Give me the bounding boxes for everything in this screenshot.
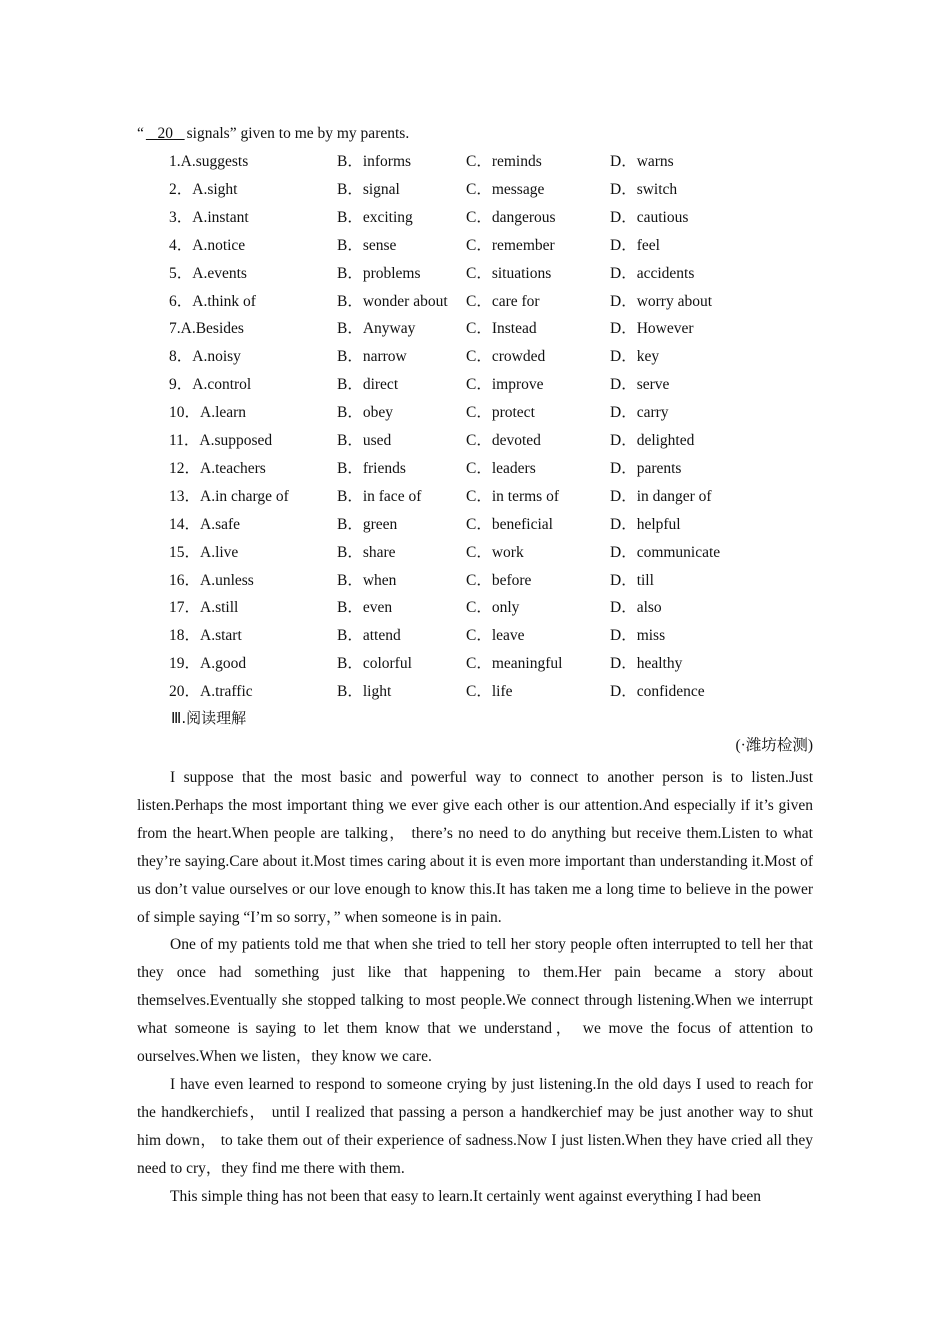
- option-c: C．leave: [466, 627, 525, 645]
- option-d: D．confidence: [610, 683, 705, 701]
- option-a: 2．A.sight: [169, 180, 238, 198]
- option-a: 8．A.noisy: [169, 348, 241, 366]
- open-quote: “: [137, 125, 144, 142]
- reading-passage: [137, 764, 813, 1211]
- option-c: C．remember: [466, 236, 555, 254]
- option-row: [0, 375, 950, 403]
- option-d: D．communicate: [610, 543, 721, 561]
- paragraph: I have even learned to respond to someone crying by just listening.In the old days I used to reach for the handkerchiefs， until I realized that passing a person a handkerchief may be just another way to shut him down， to take them out of their experience of sadness.Now I just listen.When they have cried all they need to cry，they find me there with them.: [137, 1075, 813, 1177]
- option-b: B．sense: [337, 236, 397, 254]
- option-b: B．exciting: [337, 208, 413, 226]
- option-row: [0, 264, 950, 292]
- option-b: B．attend: [337, 627, 401, 645]
- option-row: [0, 208, 950, 236]
- option-b: B．colorful: [337, 655, 412, 673]
- option-a: 10．A.learn: [169, 404, 247, 422]
- intro-line: [137, 124, 409, 144]
- option-a: 5．A.events: [169, 264, 247, 282]
- option-row: [0, 571, 950, 599]
- option-b: B．narrow: [337, 348, 407, 366]
- option-b: B．direct: [337, 376, 399, 394]
- option-d: D．However: [610, 320, 694, 338]
- option-c: C．leaders: [466, 459, 536, 477]
- option-b: B．wonder about: [337, 292, 448, 310]
- option-row: [0, 403, 950, 431]
- option-d: D．parents: [610, 459, 682, 477]
- option-a: 13．A.in charge of: [169, 487, 289, 505]
- option-a: 20．A.traffic: [169, 683, 253, 701]
- option-row: [0, 543, 950, 571]
- option-d: D．serve: [610, 376, 670, 394]
- option-d: D．miss: [610, 627, 666, 645]
- option-a: 16．A.unless: [169, 571, 254, 589]
- option-row: [0, 319, 950, 347]
- option-d: D．worry about: [610, 292, 713, 310]
- paragraph: I suppose that the most basic and powerful way to connect to another person is to listen.Just listen.Perhaps the most important thing we ever give each other is our attention.And especially if it’s given from the heart.When people are talking， there’s no need to do anything but receive them.Listen to what they’re saying.Care about it.Most times caring about it is even more important than understanding it.Most of us don’t value ourselves or our love enough to know this.It has taken me a long time to believe in the power of simple saying “I’m so sorry，” when someone is in pain.: [137, 769, 813, 926]
- option-a: 1.A.suggests: [169, 153, 249, 170]
- paragraph: This simple thing has not been that easy to learn.It certainly went against everything I had been: [170, 1187, 761, 1205]
- option-d: D．also: [610, 599, 662, 617]
- option-c: C．beneficial: [466, 515, 553, 533]
- option-row: [0, 598, 950, 626]
- option-b: B．signal: [337, 180, 400, 198]
- option-c: C．reminds: [466, 153, 542, 170]
- option-row: [0, 347, 950, 375]
- option-b: B．green: [337, 515, 398, 533]
- option-row: [0, 487, 950, 515]
- option-c: C．message: [466, 180, 545, 198]
- option-a: 17．A.still: [169, 599, 239, 617]
- option-a: 7.A.Besides: [169, 320, 244, 338]
- option-c: C．protect: [466, 404, 535, 422]
- option-a: 6．A.think of: [169, 292, 256, 310]
- intro-text: signals” given to me by my parents.: [186, 125, 410, 142]
- option-b: B．friends: [337, 459, 406, 477]
- option-c: C．devoted: [466, 432, 541, 449]
- option-d: D．accidents: [610, 264, 695, 282]
- option-a: 12．A.teachers: [169, 459, 266, 477]
- option-row: [0, 626, 950, 654]
- option-a: 9．A.control: [169, 376, 252, 394]
- option-c: C．situations: [466, 264, 552, 282]
- option-d: D．till: [610, 571, 654, 589]
- option-b: B．problems: [337, 264, 421, 282]
- option-c: C．in terms of: [466, 487, 559, 505]
- option-a: 15．A.live: [169, 543, 239, 561]
- option-row: [0, 654, 950, 682]
- source-label: (·潍坊检测): [735, 737, 813, 754]
- paragraph: One of my patients told me that when she tried to tell her story people often interrupted to tell her that they once had something just like that happening to them.Her pain became a story about themselves.Eventually she stopped talking to most people.We connect through listening.When we interrupt what someone is saying to let them know that we understand， we move the focus of attention to ourselves.When we listen，they know we care.: [137, 936, 813, 1066]
- option-row: [0, 236, 950, 264]
- option-c: C．dangerous: [466, 208, 556, 226]
- blank-number: [144, 125, 187, 142]
- option-row: [0, 515, 950, 543]
- option-a: 3．A.instant: [169, 208, 249, 226]
- option-a: 14．A.safe: [169, 515, 241, 533]
- option-a: 4．A.notice: [169, 236, 246, 254]
- option-c: C．only: [466, 599, 520, 617]
- option-b: B．even: [337, 599, 393, 617]
- option-b: B．in face of: [337, 487, 422, 505]
- option-b: B．obey: [337, 404, 393, 422]
- option-row: [0, 682, 950, 710]
- option-c: C．before: [466, 571, 532, 589]
- option-c: C．improve: [466, 376, 544, 394]
- option-b: B．share: [337, 543, 396, 561]
- option-b: B．Anyway: [337, 320, 416, 338]
- option-b: B．when: [337, 571, 397, 589]
- option-c: C．care for: [466, 292, 540, 310]
- option-d: D．feel: [610, 236, 660, 254]
- option-row: [0, 459, 950, 487]
- option-d: D．in danger of: [610, 487, 712, 505]
- option-d: D．warns: [610, 153, 674, 170]
- option-d: D．healthy: [610, 655, 683, 673]
- option-a: 11．A.supposed: [169, 432, 273, 449]
- option-d: D．delighted: [610, 432, 695, 449]
- option-b: B．informs: [337, 153, 412, 170]
- option-row: [0, 431, 950, 459]
- option-c: C．crowded: [466, 348, 546, 366]
- option-row: [0, 180, 950, 208]
- option-c: C．meaningful: [466, 655, 563, 673]
- option-a: 18．A.start: [169, 627, 242, 645]
- blank-label: 20: [157, 125, 174, 142]
- option-c: C．Instead: [466, 320, 537, 338]
- option-a: 19．A.good: [169, 655, 247, 673]
- option-d: D．carry: [610, 404, 669, 422]
- option-row: [0, 292, 950, 320]
- option-row: [0, 152, 950, 180]
- option-b: B．used: [337, 432, 392, 449]
- option-d: D．key: [610, 348, 660, 366]
- option-d: D．switch: [610, 180, 678, 198]
- option-d: D．cautious: [610, 208, 689, 226]
- option-c: C．life: [466, 683, 513, 701]
- option-c: C．work: [466, 543, 524, 561]
- option-d: D．helpful: [610, 515, 681, 533]
- option-b: B．light: [337, 683, 392, 701]
- section-heading: Ⅲ.阅读理解: [171, 709, 247, 727]
